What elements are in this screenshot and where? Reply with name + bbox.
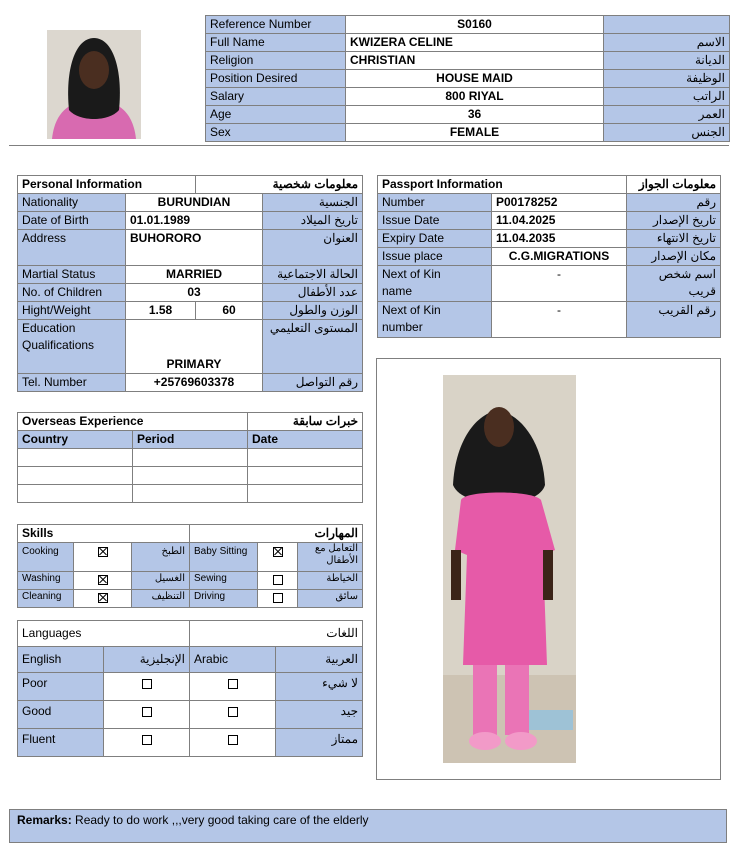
english-ar: الإنجليزية xyxy=(104,647,190,673)
expiry-date-value: 11.04.2035 xyxy=(492,230,627,248)
weight-value: 60 xyxy=(196,302,263,320)
dob-label: Date of Birth xyxy=(18,212,126,230)
position-label: Position Desired xyxy=(206,70,346,88)
expiry-date-label: Expiry Date xyxy=(378,230,492,248)
full-name-value: KWIZERA CELINE xyxy=(346,34,604,52)
baby-sitting-ar xyxy=(298,543,363,572)
washing-ar: الغسيل xyxy=(132,572,190,590)
kin-number-ar: رقم القريب xyxy=(627,302,721,338)
children-ar: عدد الأطفال xyxy=(263,284,363,302)
driving-label: Driving xyxy=(190,590,258,608)
personal-title-ar: معلومات شخصية xyxy=(196,176,363,194)
fluent-english-checkbox[interactable] xyxy=(104,729,190,757)
table-row xyxy=(378,230,721,248)
passport-title: Passport Information xyxy=(378,176,627,194)
english-label: English xyxy=(18,647,104,673)
empty-cell xyxy=(133,485,248,503)
kin-name-value: - xyxy=(492,266,627,302)
religion-label: Religion xyxy=(206,52,346,70)
table-row xyxy=(378,302,721,338)
kin-number-label-line1: Next of Kin xyxy=(382,303,441,317)
full-name-ar: الاسم xyxy=(604,34,730,52)
good-ar: جيد xyxy=(276,701,363,729)
table-row xyxy=(18,701,363,729)
languages-table xyxy=(17,620,363,757)
overseas-title: Overseas Experience xyxy=(18,413,248,431)
kin-name-ar-line2: قريب xyxy=(688,284,716,298)
cleaning-checkbox[interactable] xyxy=(74,590,132,608)
sex-value: FEMALE xyxy=(346,124,604,142)
table-row xyxy=(18,194,363,212)
education-value: PRIMARY xyxy=(126,320,263,374)
poor-ar: لا شيء xyxy=(276,673,363,701)
table-row xyxy=(18,176,363,194)
nationality-label: Nationality xyxy=(18,194,126,212)
table-row xyxy=(18,543,363,572)
address-ar: العنوان xyxy=(263,230,363,266)
checkbox-empty-icon xyxy=(228,679,238,689)
table-row xyxy=(378,248,721,266)
tel-ar: رقم التواصل xyxy=(263,374,363,392)
nationality-value: BURUNDIAN xyxy=(126,194,263,212)
height-weight-label: Hight/Weight xyxy=(18,302,126,320)
full-name-label: Full Name xyxy=(206,34,346,52)
driving-ar: سائق xyxy=(298,590,363,608)
table-row xyxy=(18,374,363,392)
kin-name-ar xyxy=(627,266,721,302)
remarks-box xyxy=(9,809,727,843)
fluent-label: Fluent xyxy=(18,729,104,757)
date-header: Date xyxy=(248,431,363,449)
table-row xyxy=(378,266,721,302)
sewing-checkbox[interactable] xyxy=(258,572,298,590)
table-row xyxy=(206,34,730,52)
table-row xyxy=(206,124,730,142)
age-ar: العمر xyxy=(604,106,730,124)
kin-number-value: - xyxy=(492,302,627,338)
tel-value: +25769603378 xyxy=(126,374,263,392)
country-header: Country xyxy=(18,431,133,449)
languages-title-ar: اللغات xyxy=(190,621,363,647)
kin-name-label xyxy=(378,266,492,302)
height-weight-ar: الوزن والطول xyxy=(263,302,363,320)
table-row xyxy=(18,266,363,284)
salary-label: Salary xyxy=(206,88,346,106)
empty-cell xyxy=(133,467,248,485)
checkbox-empty-icon xyxy=(142,679,152,689)
fluent-arabic-checkbox[interactable] xyxy=(190,729,276,757)
table-row xyxy=(18,673,363,701)
table-row xyxy=(206,70,730,88)
reference-value: S0160 xyxy=(346,16,604,34)
full-body-figure-icon xyxy=(443,375,576,763)
empty-cell xyxy=(133,449,248,467)
checkbox-checked-icon xyxy=(98,547,108,557)
table-row xyxy=(18,212,363,230)
reference-label: Reference Number xyxy=(206,16,346,34)
age-label: Age xyxy=(206,106,346,124)
sex-ar: الجنس xyxy=(604,124,730,142)
marital-ar: الحالة الاجتماعية xyxy=(263,266,363,284)
table-row xyxy=(206,106,730,124)
marital-label: Martial Status xyxy=(18,266,126,284)
empty-cell xyxy=(18,485,133,503)
salary-value: 800 RIYAL xyxy=(346,88,604,106)
baby-sitting-ar-line1: التعامل مع xyxy=(314,543,358,554)
good-english-checkbox[interactable] xyxy=(104,701,190,729)
address-value: BUHORORO xyxy=(126,230,263,266)
empty-cell xyxy=(18,467,133,485)
expiry-date-ar: تاريخ الانتهاء xyxy=(627,230,721,248)
table-row xyxy=(18,449,363,467)
table-row xyxy=(18,525,363,543)
passport-info-table xyxy=(377,175,721,338)
table-row xyxy=(18,302,363,320)
cleaning-ar: التنظيف xyxy=(132,590,190,608)
kin-number-label xyxy=(378,302,492,338)
height-value: 1.58 xyxy=(126,302,196,320)
checkbox-empty-icon xyxy=(273,575,283,585)
tel-label: Tel. Number xyxy=(18,374,126,392)
cooking-checkbox[interactable] xyxy=(74,543,132,572)
washing-label: Washing xyxy=(18,572,74,590)
cleaning-label: Cleaning xyxy=(18,590,74,608)
table-row xyxy=(18,647,363,673)
good-arabic-checkbox[interactable] xyxy=(190,701,276,729)
kin-name-label-line2: name xyxy=(382,284,413,298)
issue-date-label: Issue Date xyxy=(378,212,492,230)
headshot-photo xyxy=(47,30,141,139)
passport-number-value: P00178252 xyxy=(492,194,627,212)
driving-checkbox[interactable] xyxy=(258,590,298,608)
education-label xyxy=(18,320,126,374)
kin-name-label-line1: Next of Kin xyxy=(382,267,441,281)
personal-title: Personal Information xyxy=(18,176,196,194)
sewing-ar: الخياطة xyxy=(298,572,363,590)
checkbox-empty-icon xyxy=(228,735,238,745)
children-label: No. of Children xyxy=(18,284,126,302)
overseas-table xyxy=(17,412,363,503)
checkbox-checked-icon xyxy=(98,593,108,603)
issue-date-value: 11.04.2025 xyxy=(492,212,627,230)
table-row xyxy=(378,194,721,212)
kin-name-ar-line1: اسم شخص xyxy=(658,267,716,281)
table-row xyxy=(18,413,363,431)
poor-arabic-checkbox[interactable] xyxy=(190,673,276,701)
passport-number-label: Number xyxy=(378,194,492,212)
religion-value: CHRISTIAN xyxy=(346,52,604,70)
kin-number-label-line2: number xyxy=(382,320,423,334)
dob-value: 01.01.1989 xyxy=(126,212,263,230)
table-row xyxy=(18,230,363,266)
empty-cell xyxy=(248,449,363,467)
passport-title-ar: معلومات الجواز xyxy=(627,176,721,194)
table-row xyxy=(18,431,363,449)
baby-sitting-ar-line2: الأطفال xyxy=(326,555,358,566)
section-divider xyxy=(9,145,729,146)
issue-date-ar: تاريخ الإصدار xyxy=(627,212,721,230)
salary-ar: الراتب xyxy=(604,88,730,106)
table-row xyxy=(206,16,730,34)
sex-label: Sex xyxy=(206,124,346,142)
remarks-text: Ready to do work ,,,very good taking care of the elderly xyxy=(71,813,369,827)
position-value: HOUSE MAID xyxy=(346,70,604,88)
table-row xyxy=(206,88,730,106)
headshot-figure-icon xyxy=(47,30,141,139)
header-table xyxy=(205,15,730,142)
table-row xyxy=(18,320,363,374)
sewing-label: Sewing xyxy=(190,572,258,590)
checkbox-checked-icon xyxy=(98,575,108,585)
religion-ar: الديانة xyxy=(604,52,730,70)
period-header: Period xyxy=(133,431,248,449)
nationality-ar: الجنسية xyxy=(263,194,363,212)
table-row xyxy=(18,467,363,485)
overseas-title-ar: خبرات سابقة xyxy=(248,413,363,431)
full-body-photo-frame xyxy=(376,358,721,780)
skills-title: Skills xyxy=(18,525,190,543)
arabic-ar: العربية xyxy=(276,647,363,673)
table-row xyxy=(206,52,730,70)
table-row xyxy=(18,621,363,647)
baby-sitting-label: Baby Sitting xyxy=(190,543,258,572)
languages-title: Languages xyxy=(18,621,190,647)
table-row xyxy=(18,590,363,608)
issue-place-label: Issue place xyxy=(378,248,492,266)
remarks-label: Remarks: xyxy=(17,813,72,827)
children-value: 03 xyxy=(126,284,263,302)
passport-number-ar: رقم xyxy=(627,194,721,212)
table-row xyxy=(18,485,363,503)
fluent-ar: ممتاز xyxy=(276,729,363,757)
issue-place-value: C.G.MIGRATIONS xyxy=(492,248,627,266)
education-label-line1: Education xyxy=(22,321,76,335)
address-label: Address xyxy=(18,230,126,266)
checkbox-empty-icon xyxy=(142,707,152,717)
cooking-label: Cooking xyxy=(18,543,74,572)
education-label-line2: Qualifications xyxy=(22,338,95,352)
dob-ar: تاريخ الميلاد xyxy=(263,212,363,230)
age-value: 36 xyxy=(346,106,604,124)
checkbox-empty-icon xyxy=(142,735,152,745)
table-row xyxy=(18,729,363,757)
position-ar: الوظيفة xyxy=(604,70,730,88)
washing-checkbox[interactable] xyxy=(74,572,132,590)
empty-cell xyxy=(18,449,133,467)
cooking-ar: الطبخ xyxy=(132,543,190,572)
table-row xyxy=(378,212,721,230)
table-row xyxy=(18,572,363,590)
checkbox-checked-icon xyxy=(273,547,283,557)
arabic-label: Arabic xyxy=(190,647,276,673)
reference-ar xyxy=(604,16,730,34)
table-row xyxy=(378,176,721,194)
poor-english-checkbox[interactable] xyxy=(104,673,190,701)
issue-place-ar: مكان الإصدار xyxy=(627,248,721,266)
marital-value: MARRIED xyxy=(126,266,263,284)
personal-info-table xyxy=(17,175,363,392)
education-ar: المستوى التعليمي xyxy=(263,320,363,374)
checkbox-empty-icon xyxy=(273,593,283,603)
skills-table xyxy=(17,524,363,608)
full-body-photo xyxy=(443,375,576,763)
checkbox-empty-icon xyxy=(228,707,238,717)
baby-sitting-checkbox[interactable] xyxy=(258,543,298,572)
empty-cell xyxy=(248,485,363,503)
good-label: Good xyxy=(18,701,104,729)
poor-label: Poor xyxy=(18,673,104,701)
empty-cell xyxy=(248,467,363,485)
skills-title-ar: المهارات xyxy=(190,525,363,543)
table-row xyxy=(18,284,363,302)
